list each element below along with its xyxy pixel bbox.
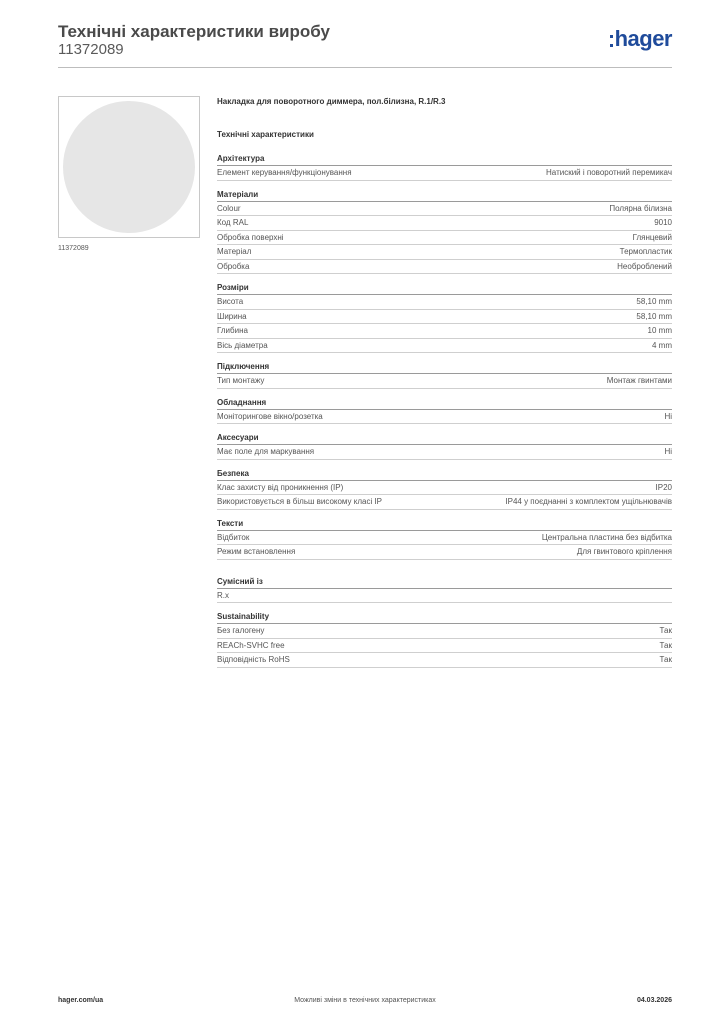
spec-value: Так — [659, 626, 672, 635]
spec-label: REACh-SVHC free — [217, 640, 285, 650]
spec-value: Для гвинтового кріплення — [576, 547, 672, 556]
spec-label: Режим встановлення — [217, 547, 296, 556]
spec-row — [217, 374, 672, 389]
spec-section — [217, 432, 672, 460]
spec-value: 4 mm — [652, 340, 672, 350]
spec-value: Ні — [664, 447, 672, 456]
spec-value: Полярна білизна — [609, 203, 672, 213]
spec-section — [217, 282, 672, 353]
section-title: Sustainability — [217, 611, 672, 624]
article-number: 11372089 — [58, 41, 124, 58]
spec-value: Ні — [664, 411, 672, 421]
spec-row — [217, 481, 672, 496]
logo-text: hager — [614, 26, 672, 51]
hager-logo — [610, 28, 672, 50]
spec-label: Глибина — [217, 326, 248, 335]
section-title: Аксесуари — [217, 432, 672, 445]
spec-row — [217, 653, 672, 668]
spec-value: Центральна пластина без відбитка — [541, 532, 672, 542]
spec-row — [217, 260, 672, 275]
spec-label: Відбиток — [217, 532, 250, 542]
spec-heading: Технічні характеристики — [217, 130, 314, 139]
spec-value: 58,10 mm — [636, 297, 672, 306]
spec-value: Глянцевий — [632, 232, 672, 242]
spec-value: Монтаж гвинтами — [606, 376, 672, 385]
spec-row — [217, 410, 672, 425]
spec-row — [217, 624, 672, 639]
spec-row — [217, 639, 672, 654]
spec-value: IP44 у поєднанні з комплектом ущільнювачів — [505, 497, 672, 506]
spec-label: Використовується в більш високому класі IP — [217, 497, 383, 506]
spec-label: Код RAL — [217, 218, 249, 227]
spec-label: Обробка поверхні — [217, 232, 284, 242]
spec-row — [217, 295, 672, 310]
page-title: Технічні характеристики виробу — [58, 22, 330, 41]
spec-row — [217, 324, 672, 339]
spec-section — [217, 397, 672, 425]
spec-value: Натиский і поворотний перемикач — [546, 168, 672, 177]
product-image-frame — [58, 96, 200, 238]
spec-section — [217, 361, 672, 389]
spec-section — [217, 153, 672, 181]
spec-label: Моніторингове вікно/розетка — [217, 411, 323, 421]
spec-row — [217, 545, 672, 560]
spec-label: Colour — [217, 203, 241, 213]
footer-notice: Можливі зміни в технічних характеристиках — [294, 997, 436, 1004]
spec-value: 58,10 mm — [636, 311, 672, 321]
spec-value: 9010 — [654, 218, 672, 227]
spec-row — [217, 339, 672, 354]
spec-label: Ширина — [217, 311, 247, 321]
spec-row — [217, 245, 672, 260]
spec-row — [217, 531, 672, 546]
spec-value: 10 mm — [647, 326, 672, 335]
spec-section — [217, 576, 672, 604]
spec-label: Має поле для маркування — [217, 447, 315, 456]
section-title: Сумісний із — [217, 576, 672, 589]
spec-row — [217, 310, 672, 325]
footer-date: 04.03.2026 — [636, 997, 672, 1004]
section-title: Розміри — [217, 282, 672, 295]
spec-row — [217, 589, 672, 604]
spec-row — [217, 495, 672, 510]
spec-value: Термопластик — [619, 247, 672, 256]
spec-label: Елемент керування/функціонування — [217, 168, 352, 177]
section-title: Тексти — [217, 518, 672, 531]
spec-row — [217, 231, 672, 246]
spec-label: Відповідність RoHS — [217, 655, 290, 664]
spec-label: Без галогену — [217, 626, 265, 635]
section-title: Обладнання — [217, 397, 672, 410]
spec-content — [217, 96, 672, 676]
spec-label: Матеріал — [217, 247, 252, 256]
product-name: Накладка для поворотного диммера, пол.білизна, R.1/R.3 — [217, 97, 446, 106]
spec-row — [217, 202, 672, 217]
spec-section — [217, 611, 672, 668]
section-title: Архітектура — [217, 153, 672, 166]
section-title: Підключення — [217, 361, 672, 374]
spec-label: Обробка — [217, 261, 250, 271]
logo-mark-icon — [610, 35, 613, 47]
spec-value: Необроблений — [617, 261, 672, 271]
header-divider — [58, 67, 672, 68]
spec-section — [217, 468, 672, 510]
spec-label: R.x — [217, 590, 229, 600]
spec-label: Клас захисту від проникнення (IP) — [217, 482, 344, 492]
spec-label: Вісь діаметра — [217, 340, 268, 350]
spec-row — [217, 445, 672, 460]
spec-section — [217, 518, 672, 560]
section-title: Безпека — [217, 468, 672, 481]
spec-row — [217, 166, 672, 181]
spec-row — [217, 216, 672, 231]
spec-label: Тип монтажу — [217, 376, 265, 385]
section-title: Матеріали — [217, 189, 672, 202]
spec-label: Висота — [217, 297, 244, 306]
spec-value: Так — [659, 655, 672, 664]
page-header — [58, 22, 672, 70]
product-image — [63, 101, 195, 233]
product-image-caption: 11372089 — [58, 245, 89, 252]
spec-section — [217, 189, 672, 275]
spec-value: IP20 — [655, 482, 672, 492]
spec-value: Так — [659, 640, 672, 650]
footer-website: hager.com/ua — [58, 997, 104, 1004]
spec-sections — [217, 153, 672, 668]
